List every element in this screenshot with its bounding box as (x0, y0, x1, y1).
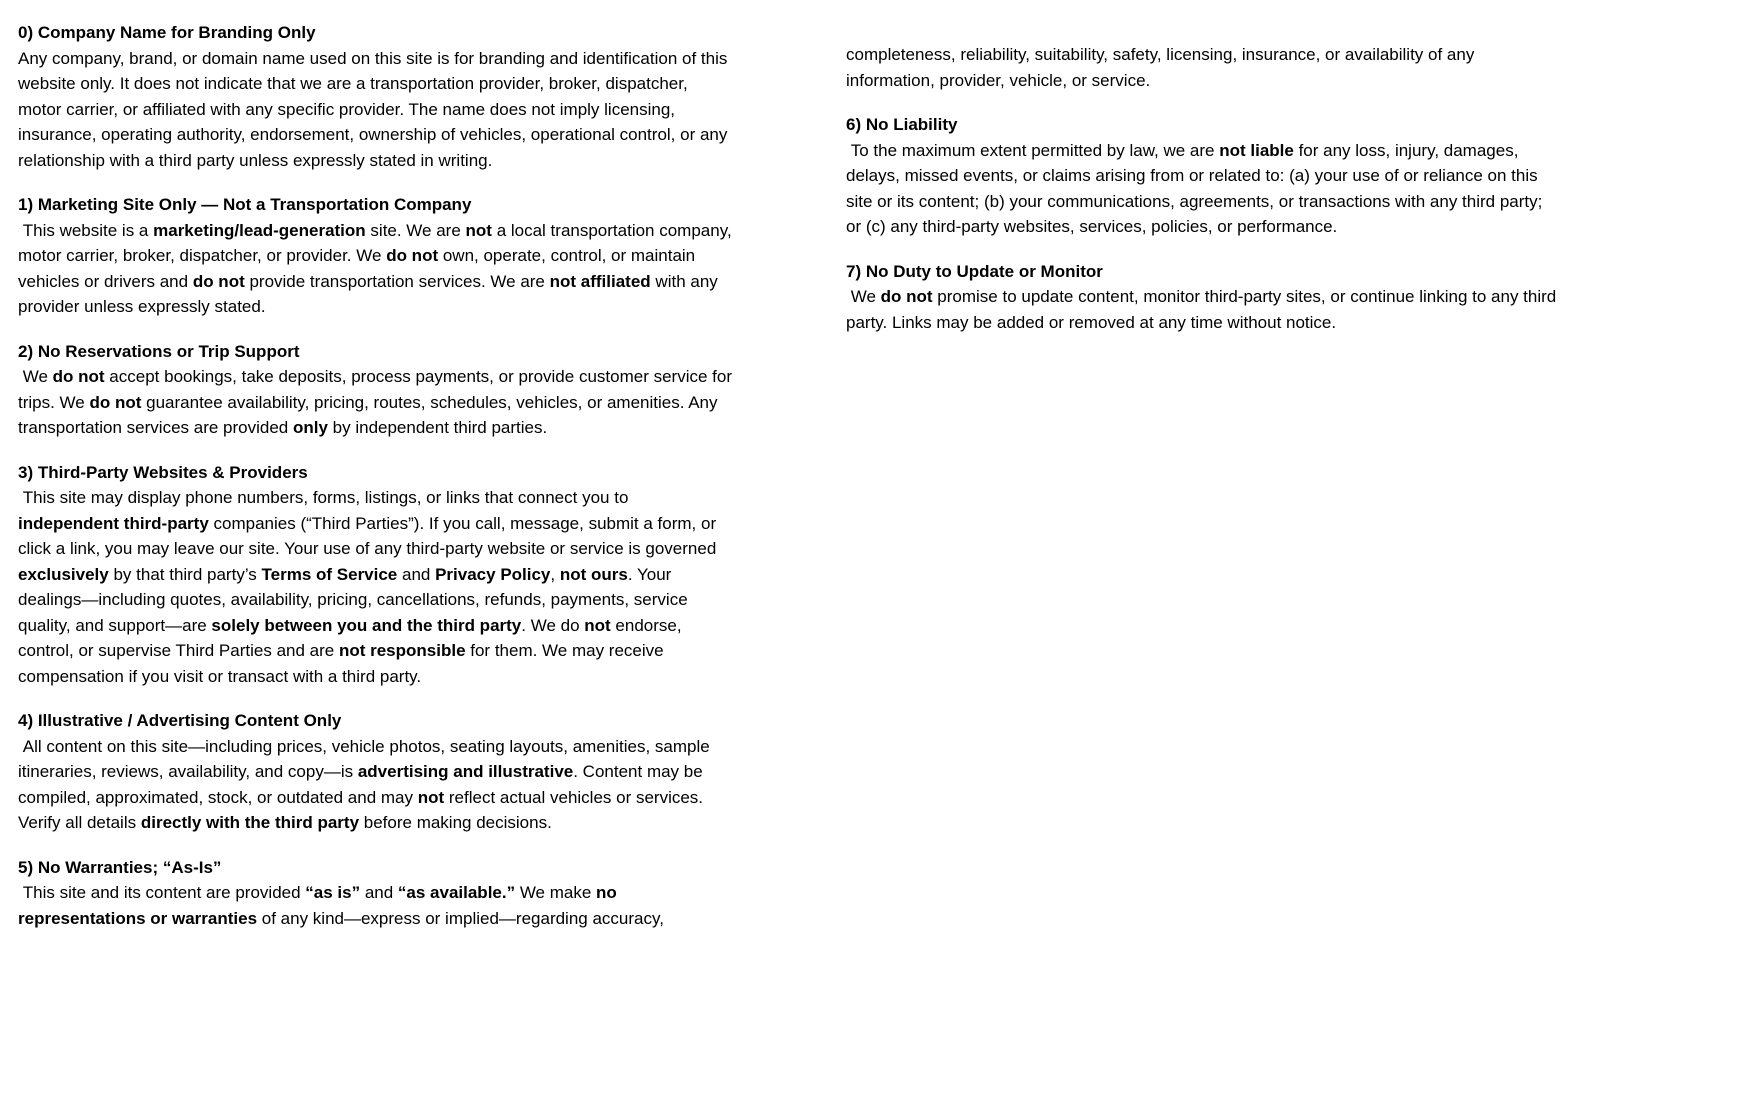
section-heading: 5) No Warranties; “As-Is” (18, 857, 222, 877)
bold-text: “as is” (305, 883, 361, 902)
disclaimer-section (18, 460, 734, 690)
section-heading: 2) No Reservations or Trip Support (18, 341, 300, 361)
section-paragraph: We do not accept bookings, take deposits, process payments, or provide customer service for trips. We do not guarantee availability, pricing, routes, schedules, vehicles, or amenities. Any transportation services are provided only by independent third parties. (18, 367, 737, 437)
bold-text: directly with the third party (140, 813, 360, 832)
disclaimer-section (18, 192, 737, 320)
bold-text: not (417, 787, 445, 807)
bold-text: do not (386, 246, 439, 265)
disclaimer-section (846, 112, 1562, 240)
bold-text: do not (880, 287, 933, 306)
section-paragraph: This website is a marketing/lead-generation site. We are not a local transportation company, motor carrier, broker, dispatcher, or provider. We do not own, operate, control, or maintain vehicles or drivers and do not provide transportation services. We are not affiliated with any provider unless expressly stated. (18, 220, 737, 316)
bold-text: Privacy Policy (435, 564, 551, 584)
bold-text: do not (52, 367, 105, 386)
right-column (846, 20, 1562, 354)
bold-text: not responsible (338, 641, 466, 660)
bold-text: independent third-party (18, 513, 209, 533)
bold-text: not liable (1219, 140, 1294, 160)
section-paragraph: Any company, brand, or domain name used on this site is for branding and identification of this website only. It does not indicate that we are a transportation provider, broker, dispatcher, motor carrier, or affiliated with any specific provider. The name does not imply licensing, insurance, operating authority, endorsement, ownership of vehicles, operational control, or any relationship with a third party unless expressly stated in writing. (18, 48, 733, 170)
bold-text: exclusively (18, 564, 109, 584)
bold-text: do not (89, 392, 142, 412)
section-paragraph-continued: completeness, reliability, suitability, safety, licensing, insurance, or availability of any information, provider, vehicle, or service. (846, 45, 1480, 90)
bold-text: only (292, 418, 328, 437)
section-heading: 1) Marketing Site Only — Not a Transportation Company (18, 195, 472, 214)
disclaimer-section (18, 708, 734, 836)
bold-text: marketing/lead-generation (153, 220, 366, 240)
bold-text: not ours (559, 564, 628, 584)
section-heading: 0) Company Name for Branding Only (18, 23, 316, 42)
bold-text: advertising and illustrative (357, 762, 574, 781)
bold-text: no representations or warranties (18, 883, 622, 928)
bold-text: not (465, 220, 492, 240)
section-paragraph: We do not promise to update content, monitor third-party sites, or continue linking to any third party. Links may be added or removed at any time without notice. (846, 287, 1561, 332)
disclaimer-section (18, 855, 734, 932)
disclaimer-section (18, 339, 737, 441)
section-paragraph: This site and its content are provided “as is” and “as available.” We make no representations or warranties of any kind—express or implied—regarding accuracy, (18, 883, 664, 928)
bold-text: “as available.” (397, 883, 516, 902)
section-paragraph: All content on this site—including prices, vehicle photos, seating layouts, amenities, sample itineraries, reviews, availability, and copy—is advertising and illustrative. Content may be compiled, approximated, stock, or outdated and may not reflect actual vehicles or services. Verify all details directly with the third party before making decisions. (18, 736, 715, 832)
section-paragraph: This site may display phone numbers, forms, listings, or links that connect you to independent third-party companies (“Third Parties”). If you call, message, submit a form, or click a link, you may leave our site. Your use of any third-party website or service is governed exclusively by that third party’s Terms of Service and Privacy Policy, not ours. Your dealings—including quotes, availability, pricing, cancellations, refunds, payments, service quality, and support—are solely between you and the third party. We do not endorse, control, or supervise Third Parties and are not responsible for them. We may receive compensation if you visit or transact with a third party. (18, 488, 722, 686)
section-heading: 7) No Duty to Update or Monitor (846, 261, 1103, 281)
bold-text: do not (192, 271, 245, 291)
section-heading: 6) No Liability (846, 115, 958, 134)
disclaimer-section (18, 20, 734, 173)
bold-text: Terms of Service (261, 564, 398, 584)
bold-text: not (584, 615, 611, 635)
section-paragraph: To the maximum extent permitted by law, we are not liable for any loss, injury, damages, delays, missed events, or claims arising from or related to: (a) your use of or reliance on this site or its content; (b) your communications, agreements, or transactions with any third party; or (c) any third-party websites, services, policies, or performance. (846, 140, 1548, 236)
disclaimer-section (846, 42, 1562, 93)
bold-text: solely between you and the third party (211, 615, 522, 635)
disclaimer-section (846, 259, 1562, 336)
section-heading: 4) Illustrative / Advertising Content Only (18, 711, 342, 730)
section-heading: 3) Third-Party Websites & Providers (18, 462, 308, 482)
bold-text: not affiliated (549, 271, 651, 291)
left-column (18, 20, 737, 950)
